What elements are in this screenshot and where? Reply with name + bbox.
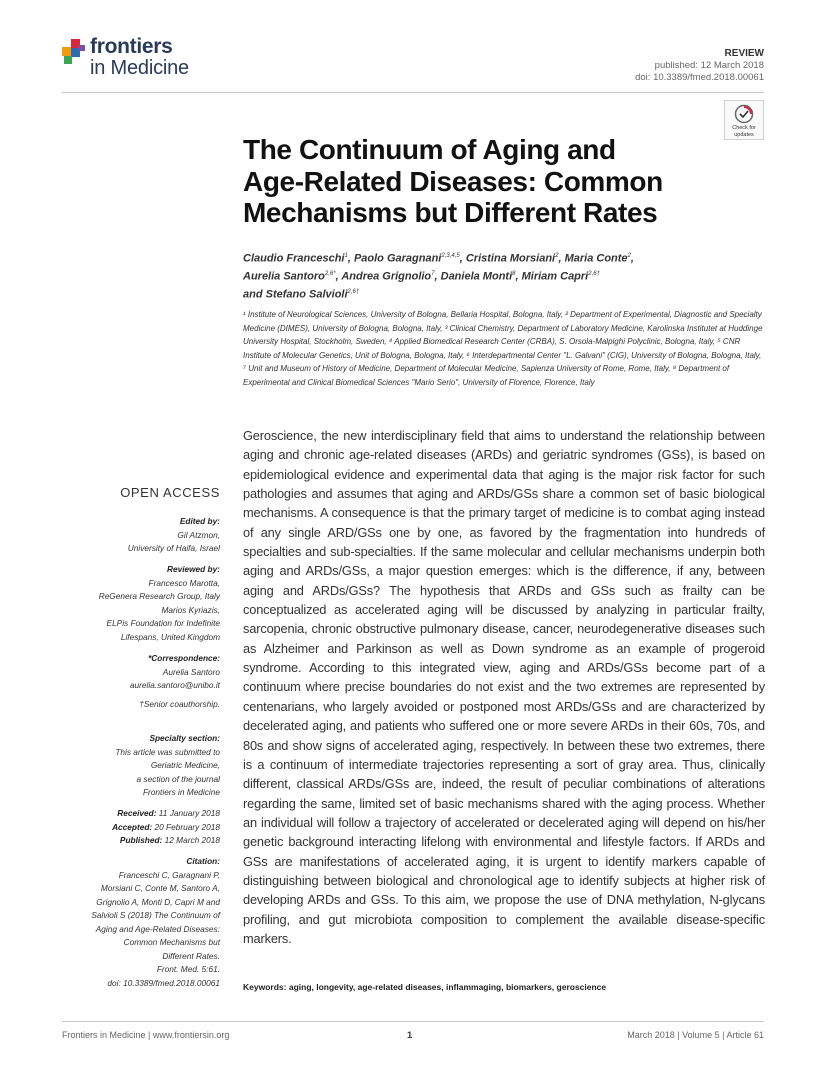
specialty-line: Geriatric Medicine, [150,760,220,770]
author-sep: , [515,270,522,283]
author-name[interactable]: Andrea Grignolio [341,270,432,283]
reviewed-by-label: Reviewed by: [166,564,220,574]
author-sup: 2 [627,253,631,259]
published-date: published: 12 March 2018 [654,60,764,71]
accepted-label: Accepted: [112,821,153,832]
author-name[interactable]: Paolo Garagnani [353,252,442,265]
correspondence-label: *Correspondence: [148,653,220,663]
journal-logo[interactable] [62,37,202,83]
journal-brand: frontiers [90,35,173,58]
edited-by-label: Edited by: [179,516,220,526]
reviewer-affiliation: Lifespans, United Kingdom [120,631,220,642]
author-sup: 7 [431,271,435,278]
correspondent-email[interactable]: aurelia.santoro@unibo.it [129,680,220,690]
author-name[interactable]: Miriam Capri [521,270,589,283]
page-number: 1 [407,1030,413,1041]
citation-line: Morsiani C, Conte M, Santoro A, [100,883,220,893]
badge-line2: updates [734,132,754,138]
editor-name[interactable]: Gil Atzmon, [177,529,220,540]
citation-line: Grignolio A, Monti D, Capri M and [96,896,220,907]
author-sep: , [630,252,634,265]
author-sep: , [335,270,342,283]
author-sup: 2,6† [347,289,360,296]
frontiers-logo-icon [62,39,88,65]
published-label: Published: [119,835,163,845]
specialty-line: This article was submitted to [115,746,220,757]
title-line: Mechanisms but Different Rates [243,197,658,228]
author-name[interactable]: Daniela Monti [440,270,513,283]
affiliations: ¹ Institute of Neurological Sciences, University of Bologna, Bellaria Hospital, Bologna, Italy, ² Department of Experimental, Diagnostic and Specialty Medicine (DIMES), University of Bologna, Bologna, Italy, ³ Clinical Chemistry, Department of Laboratory Medicine, Karolinska Institutet at Huddinge University Hospital, Stockholm, Sweden, ⁴ Applied Biomedical Research Center (CRBA), S. Orsola-Malpighi Polyclinic, Bologna, Italy, ⁵ CNR Institute of Molecular Genetics, Unit of Bologna, Bologna, Italy, ⁶ Interdepartmental Center "L. Galvani" (CIG), University of Bologna, Bologna, Italy, ⁷ Unit and Museum of History of Medicine, Department of Molecular Medicine, Sapienza University of Rome, Rome, Italy, ⁸ Department of Experimental and Clinical Biomedical Sciences "Mario Serio", University of Florence, Florence, Italy [243,310,763,387]
citation-doi[interactable]: doi: 10.3389/fmed.2018.00061 [107,977,220,988]
check-for-updates-icon [734,104,754,124]
specialty-section [90,732,220,800]
accepted-date: 20 February 2018 [154,821,220,832]
reviewer-name[interactable]: Francesco Marotta, [148,577,220,588]
citation-line: Common Mechanisms but [123,937,220,947]
specialty-line: Frontiers in Medicine [142,787,220,797]
footer-journal-link[interactable]: Frontiers in Medicine | www.frontiersin.org [62,1030,230,1040]
specialty-line: a section of the journal [136,773,220,784]
check-for-updates-button[interactable] [724,100,764,140]
received-label: Received: [117,808,157,818]
reviewer-name[interactable]: Marios Kyriazis, [161,604,220,615]
author-name[interactable]: Claudio Franceschi [243,252,345,265]
reviewer-affiliation: ELPis Foundation for Indefinite [106,618,220,628]
abstract: Geroscience, the new interdisciplinary field that aims to understand the relationship between aging and chronic age-related diseases (ARDs) and geriatric syndromes (GSs), is based on epidemiological evidence and experimental data that aging is the major risk factor for such pathologies and assumes that aging and ARDs/GSs share a common set of basic biological mechanisms. A consequence is that the primary target of medicine is to combat aging instead of any single ARD/GSs one by one, as favored by the fragmentation into hundreds of specialties and sub-specialties. If the same molecular and cellular mechanisms underpin both aging and ARDs/GSs, a major question emerges: which is the difference, if any, between aging and ARDs/GSs? The hypothesis that ARDs and GSs such as frailty can be conceptualized as accelerated aging will be discussed by analyzing in particular frailty, sarcopenia, chronic obstructive pulmonary disease, cancer, neurodegenerative diseases such as Alzheimer and Parkinson as well as Down syndrome as an example of progeroid syndrome. According to this integrated view, aging and ARDs/GSs become part of a continuum where precise boundaries do not exist and the two extremes are represented by centenarians, who largely avoided or postponed most ARDs/GSs and are characterized by decelerated aging, and patients who suffered one or more severe ARDs in their 60s, 70s, and 80s and show signs of accelerated aging, respectively. In between these two extremes, there is a continuum of intermediate trajectories representing a sort of gray area. Thus, clinically different, classical ARDs/GSs are, indeed, the result of peculiar combinations of alterations regarding the same, limited set of basic mechanisms shared with the aging process. Whether an individual will follow a trajectory of accelerated or decelerated aging will depend on his/her genetic background interacting lifelong with environmental and lifestyle factors. If ARDs and GSs are manifestations of accelerated aging, it is urgent to identify markers capable of distinguishing between biological and chronological age to identify subjects at higher risk of developing ARDs and GSs. To this aim, we propose the use of DNA methylation, N-glycans profiling, and gut microbiota composition to complement the available disease-specific markers. [243,428,765,946]
open-access-label: OPEN ACCESS [120,485,220,500]
keywords-list: aging, longevity, age-related diseases, inflammaging, biomarkers, geroscience [288,982,607,992]
citation-label: Citation: [186,856,220,866]
article-type: REVIEW [724,48,764,59]
author-name[interactable]: Cristina Morsiani [465,252,556,265]
author-sep: , [558,252,565,265]
author-sep: , [459,252,466,265]
title-line: The Continuum of Aging and [243,134,616,165]
author-sep: , [347,252,354,265]
journal-name: in Medicine [90,57,189,79]
author-name[interactable]: Aurelia Santoro [243,270,325,283]
citation-line: Salvioli S (2018) The Continuum of [91,910,220,920]
citation-section [90,855,220,990]
author-list [243,249,713,303]
author-sup: 8 [512,271,516,278]
footer-divider [62,1021,764,1022]
footer-issue-info: March 2018 | Volume 5 | Article 61 [627,1030,764,1040]
badge-line1: Check for [732,125,756,131]
correspondent-name: Aurelia Santoro [162,666,220,677]
specialty-label: Specialty section: [149,733,220,743]
article-title [243,134,718,229]
article-doi[interactable]: doi: 10.3389/fmed.2018.00061 [635,72,764,83]
author-name[interactable]: Maria Conte [564,252,628,265]
author-sup: 2,6† [588,271,600,278]
published-date-side: 12 March 2018 [164,835,220,845]
citation-line: Different Rates. [162,950,220,961]
author-sup: 2,3,4,5 [441,253,460,259]
keywords [243,982,765,992]
reviewer-affiliation: ReGenera Research Group, Italy [98,591,220,601]
author-sup: 2,6* [324,271,336,278]
title-line: Age-Related Diseases: Common [243,165,663,197]
edited-by-section [90,515,220,556]
received-date: 11 January 2018 [158,808,220,818]
keywords-label: Keywords: [243,982,287,992]
author-sup: 2 [555,253,559,259]
correspondence-section [90,652,220,711]
citation-line: Aging and Age-Related Diseases: [95,923,220,934]
author-sup: 1 [344,253,348,259]
author-name[interactable]: and Stefano Salvioli [243,288,348,301]
coauthorship-note: †Senior coauthorship. [139,698,220,709]
header-divider [62,92,764,93]
dates-section [90,807,220,848]
citation-line: Franceschi C, Garagnani P, [118,869,220,880]
citation-line: Front. Med. 5:61. [156,964,220,974]
reviewed-by-section [90,563,220,644]
article-meta [635,48,764,84]
author-sep: , [434,270,441,283]
editor-affiliation: University of Haifa, Israel [127,543,220,553]
